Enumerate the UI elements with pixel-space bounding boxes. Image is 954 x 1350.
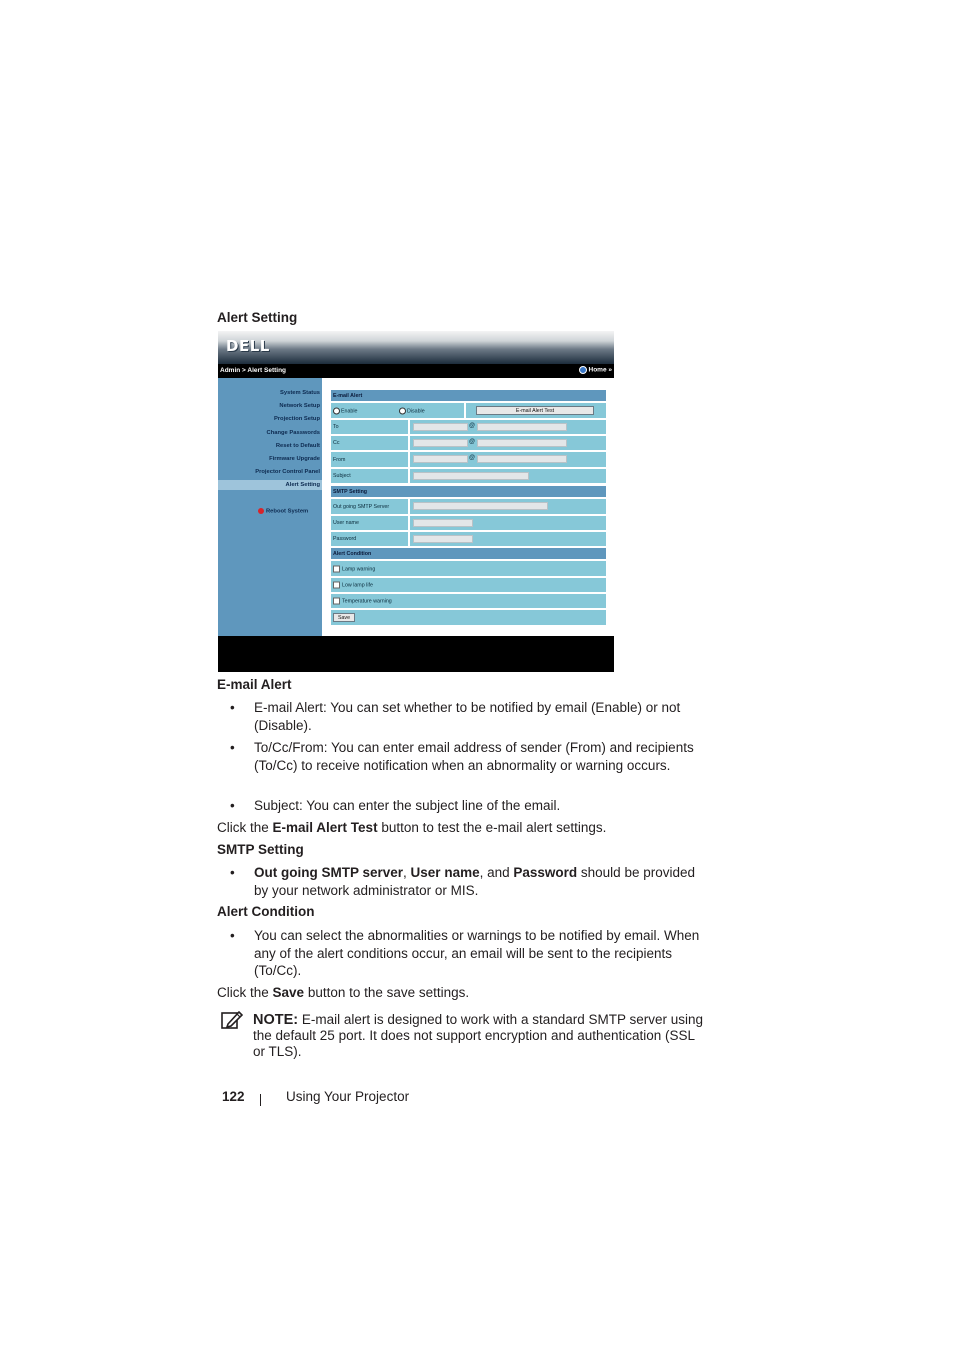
home-link[interactable]: Home »: [579, 366, 612, 374]
smtp-server-input[interactable]: [413, 502, 548, 510]
dell-logo: DELL: [226, 337, 270, 355]
from-user-input[interactable]: [413, 455, 468, 463]
subject-input[interactable]: [413, 472, 529, 480]
to-row: To @: [331, 420, 606, 434]
low-lamp-life-checkbox[interactable]: Low lamp life: [333, 582, 373, 589]
smtp-header: SMTP Setting: [331, 486, 606, 497]
subject-row: Subject: [331, 469, 606, 483]
click-save-paragraph: Click the Save button to the save settings.: [217, 985, 470, 1000]
chapter-title: Using Your Projector: [286, 1089, 410, 1104]
low-lamp-life-row: [331, 578, 606, 592]
sidebar-item-system-status[interactable]: System Status: [280, 390, 320, 396]
alert-setting-screenshot: [218, 331, 614, 672]
lamp-warning-checkbox[interactable]: Lamp warning: [333, 565, 375, 572]
section-title: Alert Setting: [217, 310, 298, 325]
footer-bar: [218, 636, 614, 672]
header-bar: [218, 331, 614, 364]
temperature-warning-checkbox[interactable]: Temperature warning: [333, 598, 392, 605]
temperature-warning-row: [331, 594, 606, 608]
sidebar-item-network-setup[interactable]: Network Setup: [279, 403, 320, 409]
smtp-username-row: User name: [331, 516, 606, 530]
smtp-heading: SMTP Setting: [217, 842, 304, 857]
smtp-password-input[interactable]: [413, 535, 473, 543]
cc-row: Cc @: [331, 436, 606, 450]
email-alert-test-button[interactable]: E-mail Alert Test: [476, 406, 594, 415]
lamp-warning-row: [331, 561, 606, 576]
smtp-password-row: Password: [331, 532, 606, 546]
note-pencil-icon: [221, 1010, 243, 1030]
note-paragraph: NOTE: E-mail alert is designed to work with a standard SMTP server using the default 25 port. It does not support encryption and authentication (SSL or TLS).: [253, 1012, 704, 1059]
email-alert-toggle-row: [331, 403, 606, 418]
breadcrumb: Admin > Alert Setting: [220, 367, 287, 374]
sidebar: [218, 378, 322, 636]
enable-radio[interactable]: Enable: [333, 407, 358, 414]
cc-domain-input[interactable]: [477, 439, 567, 447]
sidebar-item-firmware-upgrade[interactable]: Firmware Upgrade: [269, 456, 320, 462]
sidebar-item-change-passwords[interactable]: Change Passwords: [266, 430, 320, 436]
from-row: From @: [331, 452, 606, 467]
to-domain-input[interactable]: [477, 423, 567, 431]
smtp-server-row: Out going SMTP Server: [331, 499, 606, 514]
save-button[interactable]: Save: [333, 613, 355, 622]
footer-divider: [260, 1094, 261, 1106]
document-page: Alert Setting DELL Admin > Alert Setting Home » System Status Network Setup Projection Setup Change Passwords Reset to Default Firmware Upgrade Projector Control Panel Alert Setting Reboot System E-mail Alert Enable Disable E-mail Alert Test To @ Cc @ From @ Subject SMTP Setting Out going SMTP Server User name Password Alert Condition Lamp warning Low lamp life Temperature warning Save E-mail Alert • E-mail Alert: You can set whether to be notified by email (Enable) or not (Disable). • To/Cc/From: You can enter email address of sender (From) and recipients (To/Cc) to receive notification when an abnormality or warning occurs. • Subject: You can enter the subject line of the email. Click the E-mail Alert Test button to test the e-mail alert settings. SMTP Setting • Out going SMTP server, User name, and Password should be provided by your network administrator or MIS. Alert Condition • You can select the abnormalities or warnings to be notified by email. When any of the alert conditions occur, an email will be sent to the recipients (To/Cc). Click the Save button to the save settings. NOTE: E-mail alert is designed to work with a standard SMTP server using the default 25 port. It does not support encryption and authentication (SSL or TLS). 122 Using Your Projector: [0, 0, 954, 1350]
disable-radio[interactable]: Disable: [399, 407, 425, 414]
sidebar-item-projector-control-panel[interactable]: Projector Control Panel: [255, 469, 320, 475]
email-alert-heading: E-mail Alert: [217, 677, 292, 692]
alert-condition-header: Alert Condition: [331, 548, 606, 559]
cc-user-input[interactable]: [413, 439, 468, 447]
click-test-paragraph: Click the E-mail Alert Test button to test the e-mail alert settings.: [217, 820, 607, 835]
save-row: [331, 610, 606, 625]
email-alert-header: E-mail Alert: [331, 390, 606, 401]
page-number: 122: [222, 1089, 245, 1104]
from-domain-input[interactable]: [477, 455, 567, 463]
sidebar-item-reset-to-default[interactable]: Reset to Default: [275, 443, 320, 449]
sidebar-item-alert-setting[interactable]: Alert Setting: [285, 482, 320, 488]
reboot-icon: [258, 508, 264, 514]
to-user-input[interactable]: [413, 423, 468, 431]
smtp-username-input[interactable]: [413, 519, 473, 527]
alert-condition-heading: Alert Condition: [217, 904, 315, 919]
sidebar-item-projection-setup[interactable]: Projection Setup: [273, 416, 320, 422]
reboot-system-link[interactable]: Reboot System: [258, 508, 308, 515]
home-icon: [579, 366, 587, 374]
